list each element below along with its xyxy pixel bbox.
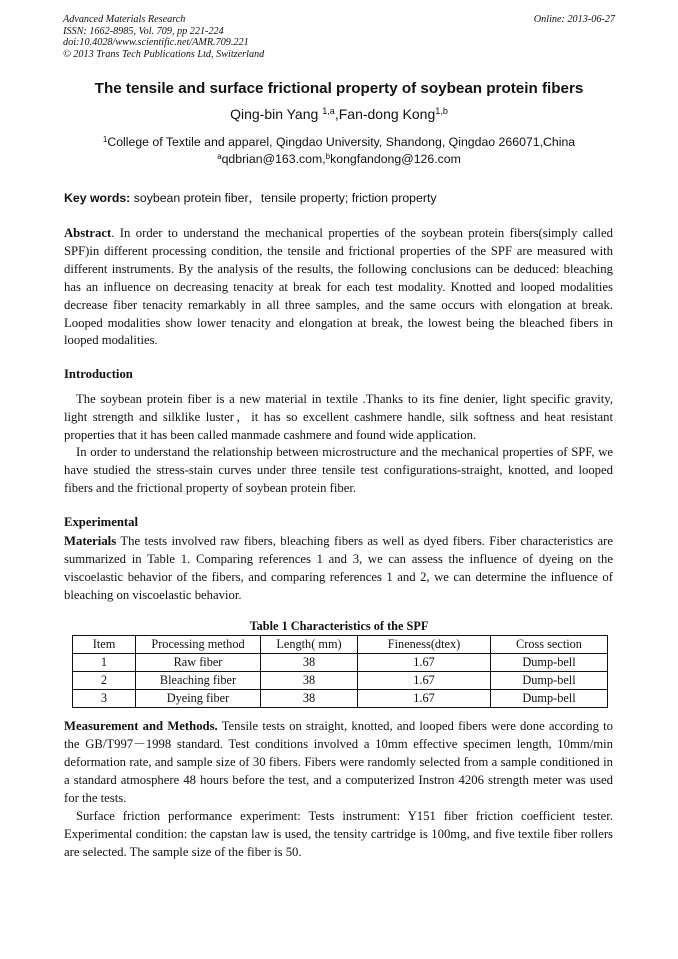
introduction-paragraph-1: The soybean protein fiber is a new material in textile .Thanks to its fine denier, light specific gravity, light strength and silklike luster，it has so excellent cashmere handle, silk softness and heat resistant properties that it has been called manmade cashmere and found wide application.	[64, 392, 613, 442]
affiliation-text: College of Textile and apparel, Qingdao University, Shandong, Qingdao 266071,China	[107, 135, 576, 149]
email-a: qdbrian@163.com,	[221, 152, 326, 166]
col-header-cross-section: Cross section	[491, 636, 608, 654]
cell-fineness: 1.67	[358, 654, 491, 672]
cell-length: 38	[261, 690, 358, 708]
introduction-paragraph-2: In order to understand the relationship between microstructure and the mechanical properties of SPF, we have studied the stress-stain curves under three tensile test configurations-straight, knotted, and looped fibers and the frictional property of soybean protein fiber.	[64, 445, 613, 495]
table-header-row	[73, 636, 608, 654]
cell-cross-section: Dump-bell	[491, 672, 608, 690]
cell-processing-method: Bleaching fiber	[136, 672, 261, 690]
doi-line: doi:10.4028/www.scientific.net/AMR.709.221	[63, 37, 249, 49]
keywords	[64, 188, 616, 206]
measurement-text: Tensile tests on straight, knotted, and looped fibers were done according to the GB/T997－1998 standard. Test conditions involved a 10mm effective specimen length, 10mm/min deformation rate, and sample size of 30 fibers. Fibers were randomly selected from a sample conditioned in a standard atmosphere 48 hours before the test, and a computerized Instron 4206 strength meter was used for the tests.	[64, 719, 613, 805]
paper-title: The tensile and surface frictional property of soybean protein fibers	[94, 80, 584, 97]
affiliation	[0, 135, 678, 149]
cell-cross-section: Dump-bell	[491, 654, 608, 672]
col-header-processing-method: Processing method	[136, 636, 261, 654]
col-header-item: Item	[73, 636, 136, 654]
friction-paragraph: Surface friction performance experiment: Tests instrument: Y151 fiber friction coefficient tester. Experimental condition: the capstan law is used, the tensity cartridge is 100mg, and five textile fiber rollers are selected. The sample size of the fiber is 50.	[64, 809, 613, 859]
cell-processing-method: Raw fiber	[136, 654, 261, 672]
materials-label: Materials	[64, 534, 117, 548]
cell-length: 38	[261, 672, 358, 690]
col-header-length: Length( mm)	[261, 636, 358, 654]
author-separator: ,	[334, 106, 339, 122]
keywords-label: Key words:	[64, 191, 131, 205]
journal-header	[63, 14, 264, 60]
measurement-label: Measurement and Methods.	[64, 719, 218, 733]
table-row	[73, 654, 608, 672]
introduction-heading: Introduction	[64, 367, 133, 381]
cell-processing-method: Dyeing fiber	[136, 690, 261, 708]
email-a-sup: a	[217, 151, 222, 161]
cell-item: 2	[73, 672, 136, 690]
keywords-text: soybean protein fiber，tensile property; friction property	[130, 191, 437, 205]
measurement-paragraph	[64, 718, 613, 808]
author-2-name: Fan-dong Kong	[338, 106, 436, 122]
characteristics-table	[72, 635, 608, 708]
abstract	[64, 225, 613, 350]
author-emails	[0, 152, 678, 166]
online-date: Online: 2013-06-27	[533, 14, 615, 25]
author-2-sup: 1,b	[435, 106, 448, 116]
materials-text: The tests involved raw fibers, bleaching fibers as well as dyed fibers. Fiber characteristics are summarized in Table 1. Comparing references 1 and 3, we can assess the influence of dyeing on the viscoelastic behavior of the fibers, and comparing references 1 and 2, we can determine the influence of bleaching on viscoelastic behavior.	[64, 534, 613, 602]
journal-name: Advanced Materials Research	[63, 14, 186, 25]
table-row	[73, 690, 608, 708]
materials-paragraph	[64, 533, 613, 605]
table-row	[73, 672, 608, 690]
cell-item: 3	[73, 690, 136, 708]
cell-item: 1	[73, 654, 136, 672]
table-1-caption: Table 1 Characteristics of the SPF	[249, 619, 429, 633]
abstract-text: . In order to understand the mechanical properties of the soybean protein fibers(simply called SPF)in different processing condition, the tensile and frictional properties of the SPF are measured with different instruments. By the analysis of the results, the following conclusions can be deduced: bleaching has an influence on decreasing tenacity at break for each test modality. Knotted and looped modalities decrease fiber tenacity remarkably in all three samples, and the same occurs with elongation at break. Looped modalities show lower tenacity and elongation at break, the lowest being the bleached fibers in looped modalities.	[64, 226, 613, 348]
copyright-line: © 2013 Trans Tech Publications Ltd, Switzerland	[63, 48, 265, 60]
cell-fineness: 1.67	[358, 690, 491, 708]
cell-length: 38	[261, 654, 358, 672]
author-1-sup: 1,a	[322, 106, 335, 116]
email-b-sup: b	[325, 151, 331, 161]
col-header-fineness: Fineness(dtex)	[358, 636, 491, 654]
experimental-heading: Experimental	[64, 515, 139, 529]
issn-line: ISSN: 1662-8985, Vol. 709, pp 221-224	[63, 25, 224, 37]
author-1-name: Qing-bin Yang	[230, 106, 319, 122]
author-line	[0, 106, 678, 122]
abstract-label: Abstract	[64, 226, 112, 240]
cell-cross-section: Dump-bell	[491, 690, 608, 708]
affiliation-sup: 1	[102, 134, 108, 144]
cell-fineness: 1.67	[358, 672, 491, 690]
email-b: kongfandong@126.com	[330, 152, 461, 166]
